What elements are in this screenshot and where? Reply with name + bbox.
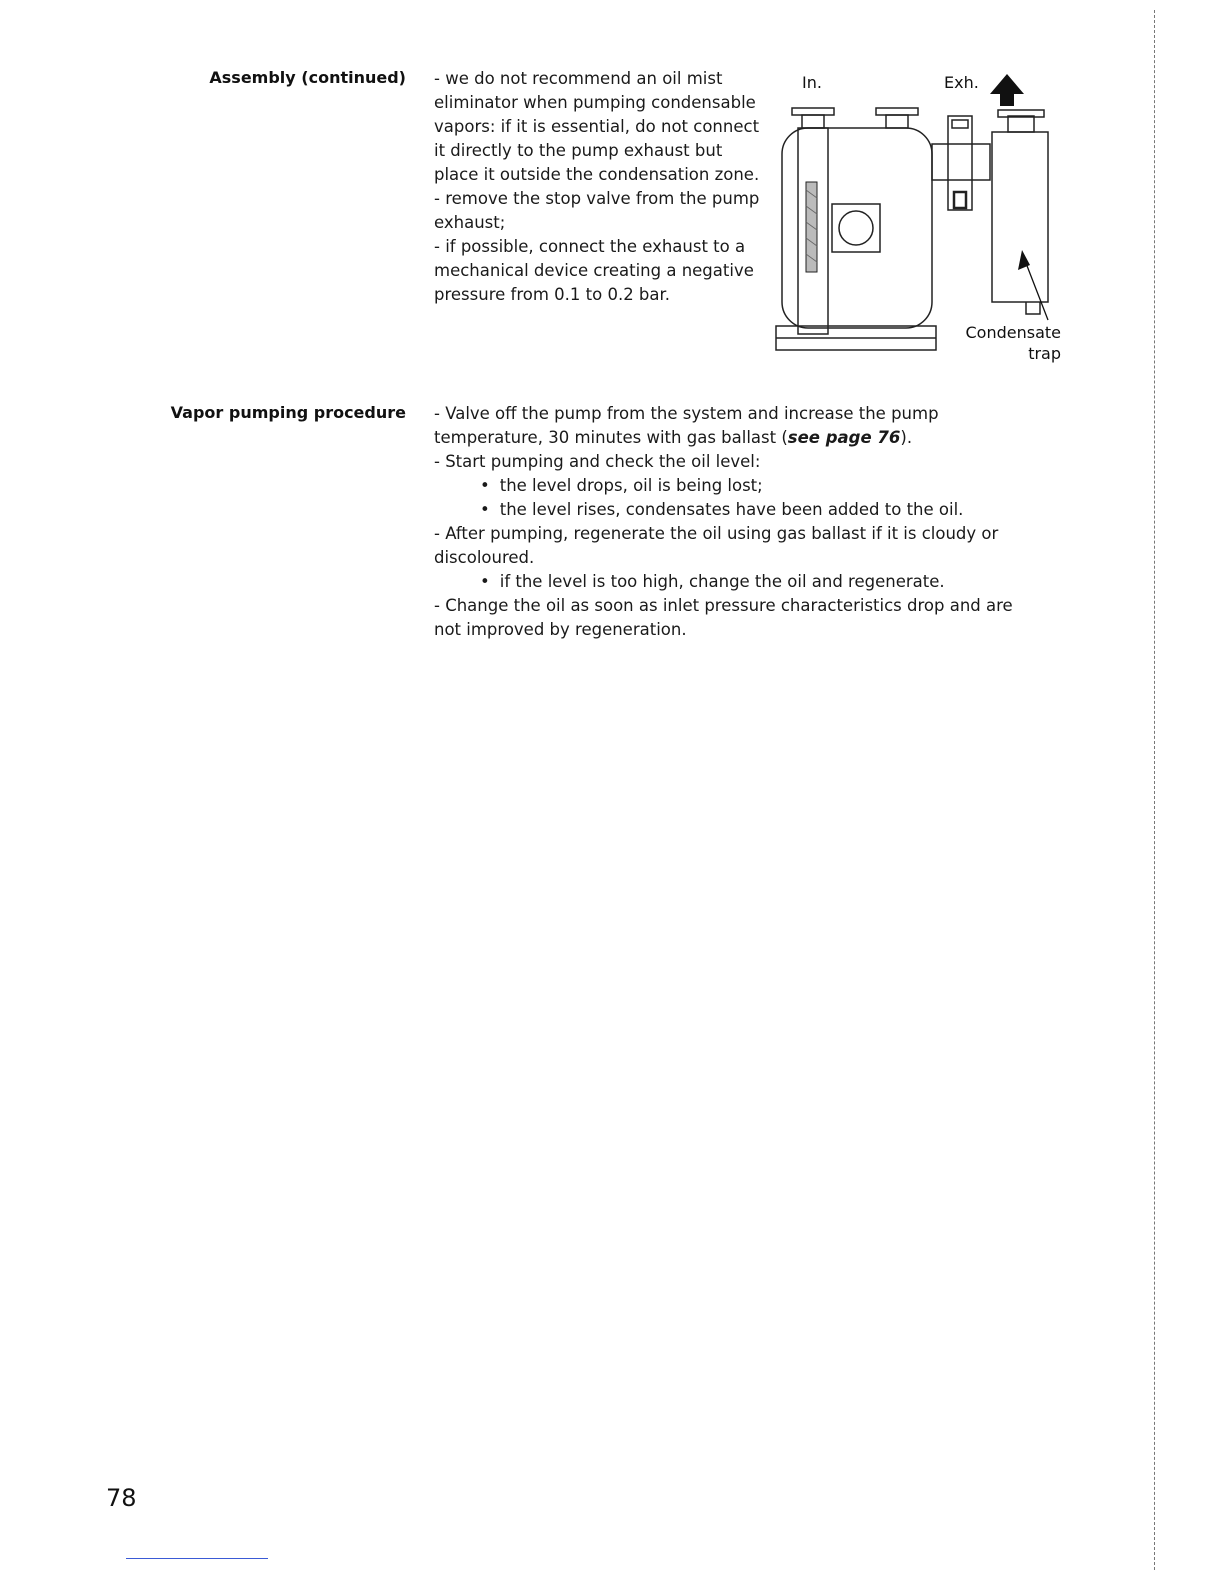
vapor-pumping-procedure-heading: Vapor pumping procedure [170, 403, 406, 422]
page-edge-rule [1154, 10, 1155, 1570]
bullet-level-drops: • the level drops, oil is being lost; [434, 474, 1034, 498]
assembly-paragraph-1: - we do not recommend an oil mist eliminator when pumping condensable vapors: if it is essential, do not connect it directly to the pump exhaust but place it outside the condensation zone. [434, 69, 760, 184]
trap-label-line1: Condensate [965, 323, 1061, 342]
assembly-body [434, 67, 760, 307]
procedure-step-2: - Start pumping and check the oil level: [434, 452, 761, 471]
procedure-step-3: - After pumping, regenerate the oil using gas ballast if it is cloudy or discoloured. [434, 524, 999, 567]
page-reference-link[interactable]: see page 76 [787, 428, 901, 447]
exhaust-flow-arrow-icon [990, 74, 1024, 106]
procedure-step-1: - Valve off the pump from the system and increase the pump temperature, 30 minutes with gas ballast (see page 76). [434, 404, 939, 447]
trap-label-line2: trap [1028, 344, 1061, 363]
exhaust-pipe [932, 144, 990, 180]
bottom-rule [126, 1558, 268, 1559]
inlet-flange [792, 108, 834, 115]
pump-body [782, 128, 932, 328]
assembly-paragraph-3: - if possible, connect the exhaust to a mechanical device creating a negative pressure from 0.1 to 0.2 bar. [434, 237, 754, 304]
exhaust-label: Exh. [944, 73, 979, 92]
inlet-label: In. [802, 73, 822, 92]
top-flange [876, 108, 918, 115]
gauge-glass [806, 182, 817, 272]
valve [948, 116, 972, 210]
bullet-level-rises: • the level rises, condensates have been added to the oil. [434, 498, 1034, 522]
condensate-trap-vessel [992, 132, 1048, 302]
pointer-arrow-icon [1018, 250, 1030, 270]
bullet-level-too-high: • if the level is too high, change the oil and regenerate. [434, 570, 1034, 594]
pump-condensate-trap-diagram [768, 64, 1078, 374]
procedure-step-4: - Change the oil as soon as inlet pressure characteristics drop and are not improved by regeneration. [434, 596, 1013, 639]
assembly-paragraph-2: - remove the stop valve from the pump exhaust; [434, 189, 760, 232]
assembly-continued-heading: Assembly (continued) [209, 68, 406, 87]
vapor-procedure-body [434, 402, 1034, 642]
page-number: 78 [106, 1484, 137, 1512]
